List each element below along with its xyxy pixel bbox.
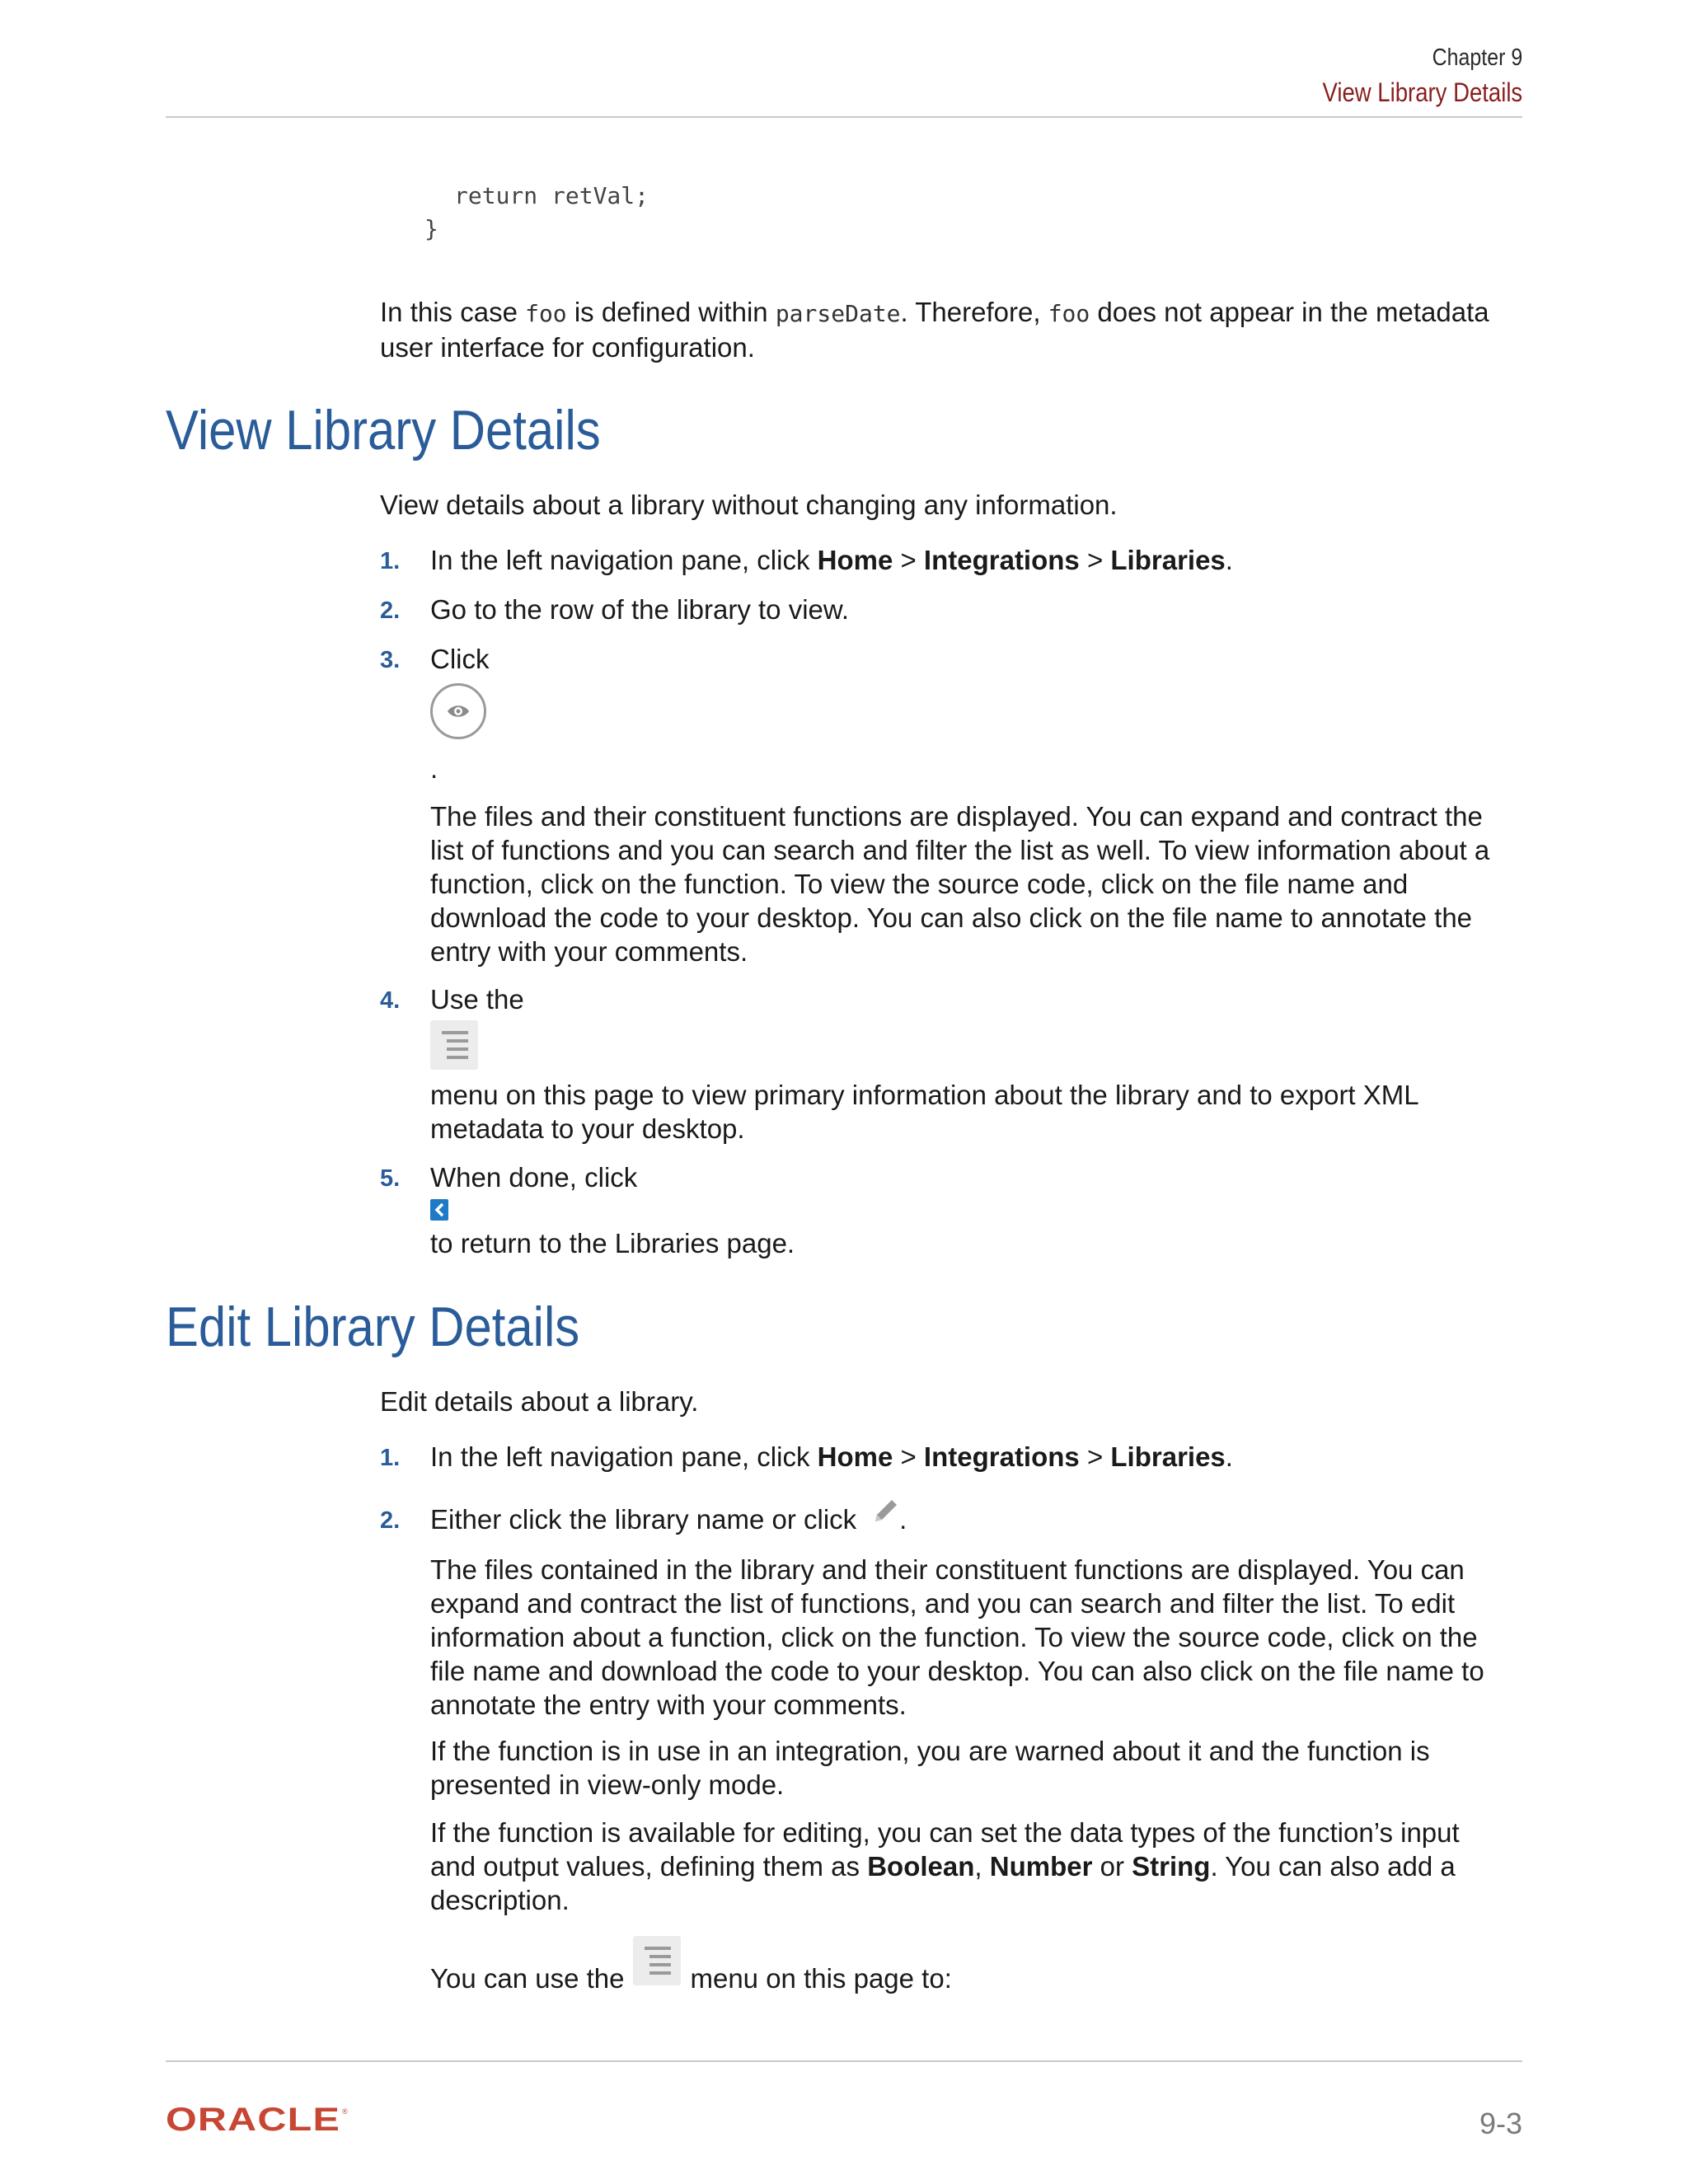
text-line: metadata to your desktop.	[430, 1113, 745, 1144]
text-line: function, click on the function. To view the source code, click on the file name and	[430, 869, 1409, 899]
hamburger-icon-line	[447, 1039, 468, 1043]
oracle-logo-mark	[166, 2106, 351, 2134]
text-run: In the left navigation pane, click	[430, 545, 818, 575]
edit-paragraph-4	[430, 1961, 952, 1995]
text-line: expand and contract the list of functions, and you can search and filter the list. To edit	[430, 1588, 1456, 1619]
pencil-icon	[872, 1497, 900, 1525]
header-section: View Library Details	[1322, 77, 1522, 107]
text-line: list of functions and you can search and filter the list as well. To view information about a	[430, 835, 1490, 865]
code-snippet	[424, 180, 649, 246]
text-line: annotate the entry with your comments.	[430, 1690, 907, 1720]
inline-code: foo	[525, 300, 567, 327]
hamburger-icon-line	[447, 1056, 468, 1059]
text-line: presented in view-only mode.	[430, 1769, 785, 1800]
hamburger-icon-line	[649, 1963, 671, 1966]
text-line: The files contained in the library and their constituent functions are displayed. You can	[430, 1554, 1465, 1585]
step-number: 3.	[380, 647, 401, 673]
edit-button[interactable]	[872, 1497, 900, 1529]
inline-code: parseDate	[775, 300, 901, 327]
code-line: }	[424, 215, 438, 242]
view-step-4: Use the	[430, 984, 524, 1015]
text-run: In this case	[380, 297, 526, 327]
separator: ,	[974, 1851, 990, 1882]
text-run: In the left navigation pane, click	[430, 1441, 818, 1472]
oracle-logo	[166, 2106, 351, 2138]
separator: >	[1079, 1441, 1111, 1472]
view-button[interactable]	[430, 683, 486, 739]
text-run: user interface for configuration.	[380, 332, 755, 363]
view-step-1	[430, 543, 1233, 577]
data-type: Boolean	[867, 1851, 975, 1882]
separator: >	[893, 1441, 924, 1472]
edit-paragraph-1	[430, 1553, 1484, 1722]
view-section-title: View Library Details	[166, 399, 601, 462]
chevron-left-icon	[434, 1202, 445, 1217]
ui-term: Home	[817, 545, 893, 575]
text-line	[430, 1849, 1460, 1883]
menu-button[interactable]	[633, 1936, 681, 1985]
step-number: 2.	[380, 598, 401, 624]
hamburger-icon-line	[447, 1047, 468, 1051]
hamburger-icon	[645, 1947, 671, 1950]
step-number: 5.	[380, 1165, 401, 1192]
edit-section-title: Edit Library Details	[166, 1296, 580, 1358]
header-divider	[166, 116, 1522, 118]
view-step-3: Click	[430, 644, 490, 674]
hamburger-icon	[442, 1031, 468, 1034]
step-3-period: .	[430, 753, 438, 784]
separator: or	[1092, 1851, 1132, 1882]
text-line: If the function is in use in an integration, you are warned about it and the function is	[430, 1736, 1430, 1766]
text-line: file name and download the code to your desktop. You can also click on the file name to	[430, 1656, 1484, 1686]
text-line: information about a function, click on the function. To view the source code, click on the	[430, 1622, 1478, 1652]
edit-step-1	[430, 1440, 1233, 1474]
back-button[interactable]	[430, 1199, 448, 1221]
ui-term: Integrations	[923, 545, 1080, 575]
text-line: menu on this page to view primary information about the library and to export XML	[430, 1080, 1419, 1110]
text-run: .	[1225, 545, 1233, 575]
text-run: You can use the	[430, 1963, 625, 1994]
text-line: entry with your comments.	[430, 936, 748, 967]
view-intro: View details about a library without changing any information.	[380, 490, 1118, 520]
ui-term: Libraries	[1110, 1441, 1226, 1472]
edit-paragraph-2	[430, 1734, 1430, 1802]
step-number: 4.	[380, 987, 401, 1014]
code-line: return retVal;	[454, 182, 649, 209]
view-step-5-detail: to return to the Libraries page.	[430, 1228, 795, 1258]
view-step-3-detail	[430, 799, 1489, 968]
text-run: . Therefore,	[900, 297, 1048, 327]
text-run: .	[899, 1504, 907, 1535]
svg-text:®: ®	[342, 2107, 348, 2116]
separator: >	[893, 545, 924, 575]
step-number: 1.	[380, 1445, 401, 1471]
edit-intro: Edit details about a library.	[380, 1386, 699, 1417]
view-step-5: When done, click	[430, 1162, 638, 1193]
ui-term: Libraries	[1110, 545, 1226, 575]
page-header	[1290, 41, 1522, 110]
intro-paragraph	[380, 295, 1489, 364]
separator: >	[1079, 545, 1111, 575]
text-line: description.	[430, 1885, 570, 1915]
oracle-logo-text: ORACLE	[166, 2106, 340, 2134]
inline-code: foo	[1048, 300, 1090, 327]
step-number: 1.	[380, 548, 401, 574]
ui-term: Home	[817, 1441, 893, 1472]
text-run: is defined within	[566, 297, 776, 327]
view-step-2: Go to the row of the library to view.	[430, 594, 850, 625]
header-chapter: Chapter 9	[1432, 45, 1522, 71]
page-number: 9-3	[1479, 2107, 1522, 2140]
data-type: String	[1132, 1851, 1211, 1882]
menu-button[interactable]	[430, 1020, 478, 1070]
text-run: and output values, defining them as	[430, 1851, 868, 1882]
step-number: 2.	[380, 1507, 401, 1534]
eye-icon	[446, 703, 471, 719]
text-run: does not appear in the metadata	[1090, 297, 1489, 327]
text-run: . You can also add a	[1210, 1851, 1456, 1882]
edit-step-2	[430, 1502, 907, 1536]
text-run: .	[1225, 1441, 1233, 1472]
edit-paragraph-3	[430, 1816, 1460, 1917]
text-line: If the function is available for editing, you can set the data types of the function’s input	[430, 1817, 1460, 1848]
data-type: Number	[989, 1851, 1093, 1882]
text-run: menu on this page to:	[690, 1963, 952, 1994]
text-run: Either click the library name or click	[430, 1504, 857, 1535]
hamburger-icon-line	[649, 1955, 671, 1958]
footer-divider	[166, 2060, 1522, 2062]
text-line: download the code to your desktop. You can also click on the file name to annotate the	[430, 902, 1473, 933]
text-line: The files and their constituent functions are displayed. You can expand and contract the	[430, 801, 1483, 832]
hamburger-icon-line	[649, 1971, 671, 1975]
view-step-4-detail	[430, 1078, 1419, 1146]
ui-term: Integrations	[923, 1441, 1080, 1472]
